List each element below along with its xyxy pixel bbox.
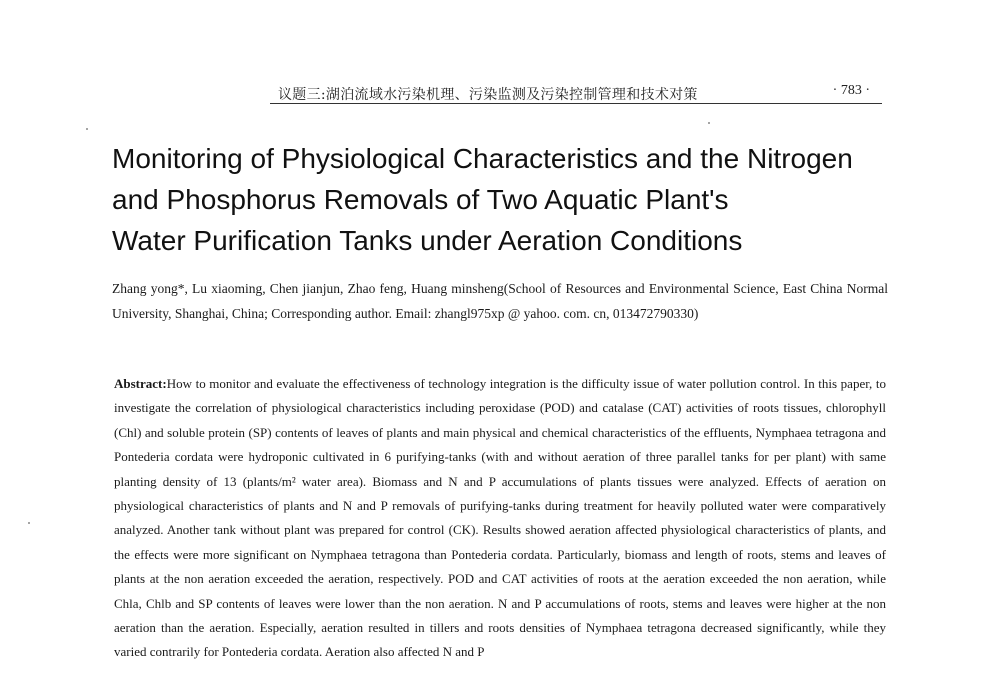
- page-number: · 783 ·: [832, 83, 870, 98]
- abstract-label: Abstract:: [114, 376, 167, 391]
- scan-speck: [708, 122, 710, 124]
- title-line-3: Water Purification Tanks under Aeration Conditions: [112, 225, 743, 256]
- title-line-1: Monitoring of Physiological Characteristics and the Nitrogen: [112, 143, 853, 174]
- header-rule: [270, 103, 882, 104]
- scan-speck: [86, 128, 88, 130]
- authors-affiliation: Zhang yong*, Lu xiaoming, Chen jianjun, Zhao feng, Huang minsheng(School of Resources and Environmental Science, East China Normal University, Shanghai, China; Corresponding author. Email: zhangl975xp @ yahoo. com. cn, 013472790330): [112, 281, 888, 321]
- abstract: [114, 372, 886, 665]
- running-header: [270, 78, 882, 106]
- scan-speck: [28, 522, 30, 524]
- paper-title: [112, 138, 902, 261]
- title-line-2: and Phosphorus Removals of Two Aquatic Plant's: [112, 184, 729, 215]
- abstract-text: How to monitor and evaluate the effectiveness of technology integration is the difficulty issue of water pollution control. In this paper, to investigate the correlation of physiological characteristics including peroxidase (POD) and catalase (CAT) activities of roots tissues, chlorophyll (Chl) and soluble protein (SP) contents of leaves of plants and main physical and chemical characteristics of the effluents, Nymphaea tetragona and Pontederia cordata were hydroponic cultivated in 6 purifying-tanks (with and without aeration of three parallel tanks for per plant) with same planting density of 13 (plants/m² water area). Biomass and N and P accumulations of plants tissues were analyzed. Effects of aeration on physiological characteristics of plants and N and P removals of purifying-tanks during treatment for heavily polluted water were comparatively analyzed. Another tank without plant was prepared for control (CK). Results showed aeration affected physiological characteristics of plants, and the effects were more significant on Nymphaea tetragona than Pontederia cordata. Particularly, biomass and length of roots, stems and leaves of plants at the non aeration exceeded the aeration, respectively. POD and CAT activities of roots at the aeration exceeded the non aeration, while Chla, Chlb and SP contents of leaves were lower than the non aeration. N and P accumulations of roots, stems and leaves were higher at the non aeration than the aeration. Especially, aeration resulted in tillers and roots densities of Nymphaea tetragona decreased significantly, while they varied contrarily for Pontederia cordata. Aeration also affected N and P: [114, 376, 886, 660]
- header-title: 议题三:湖泊流域水污染机理、污染监测及污染控制管理和技术对策: [278, 87, 698, 103]
